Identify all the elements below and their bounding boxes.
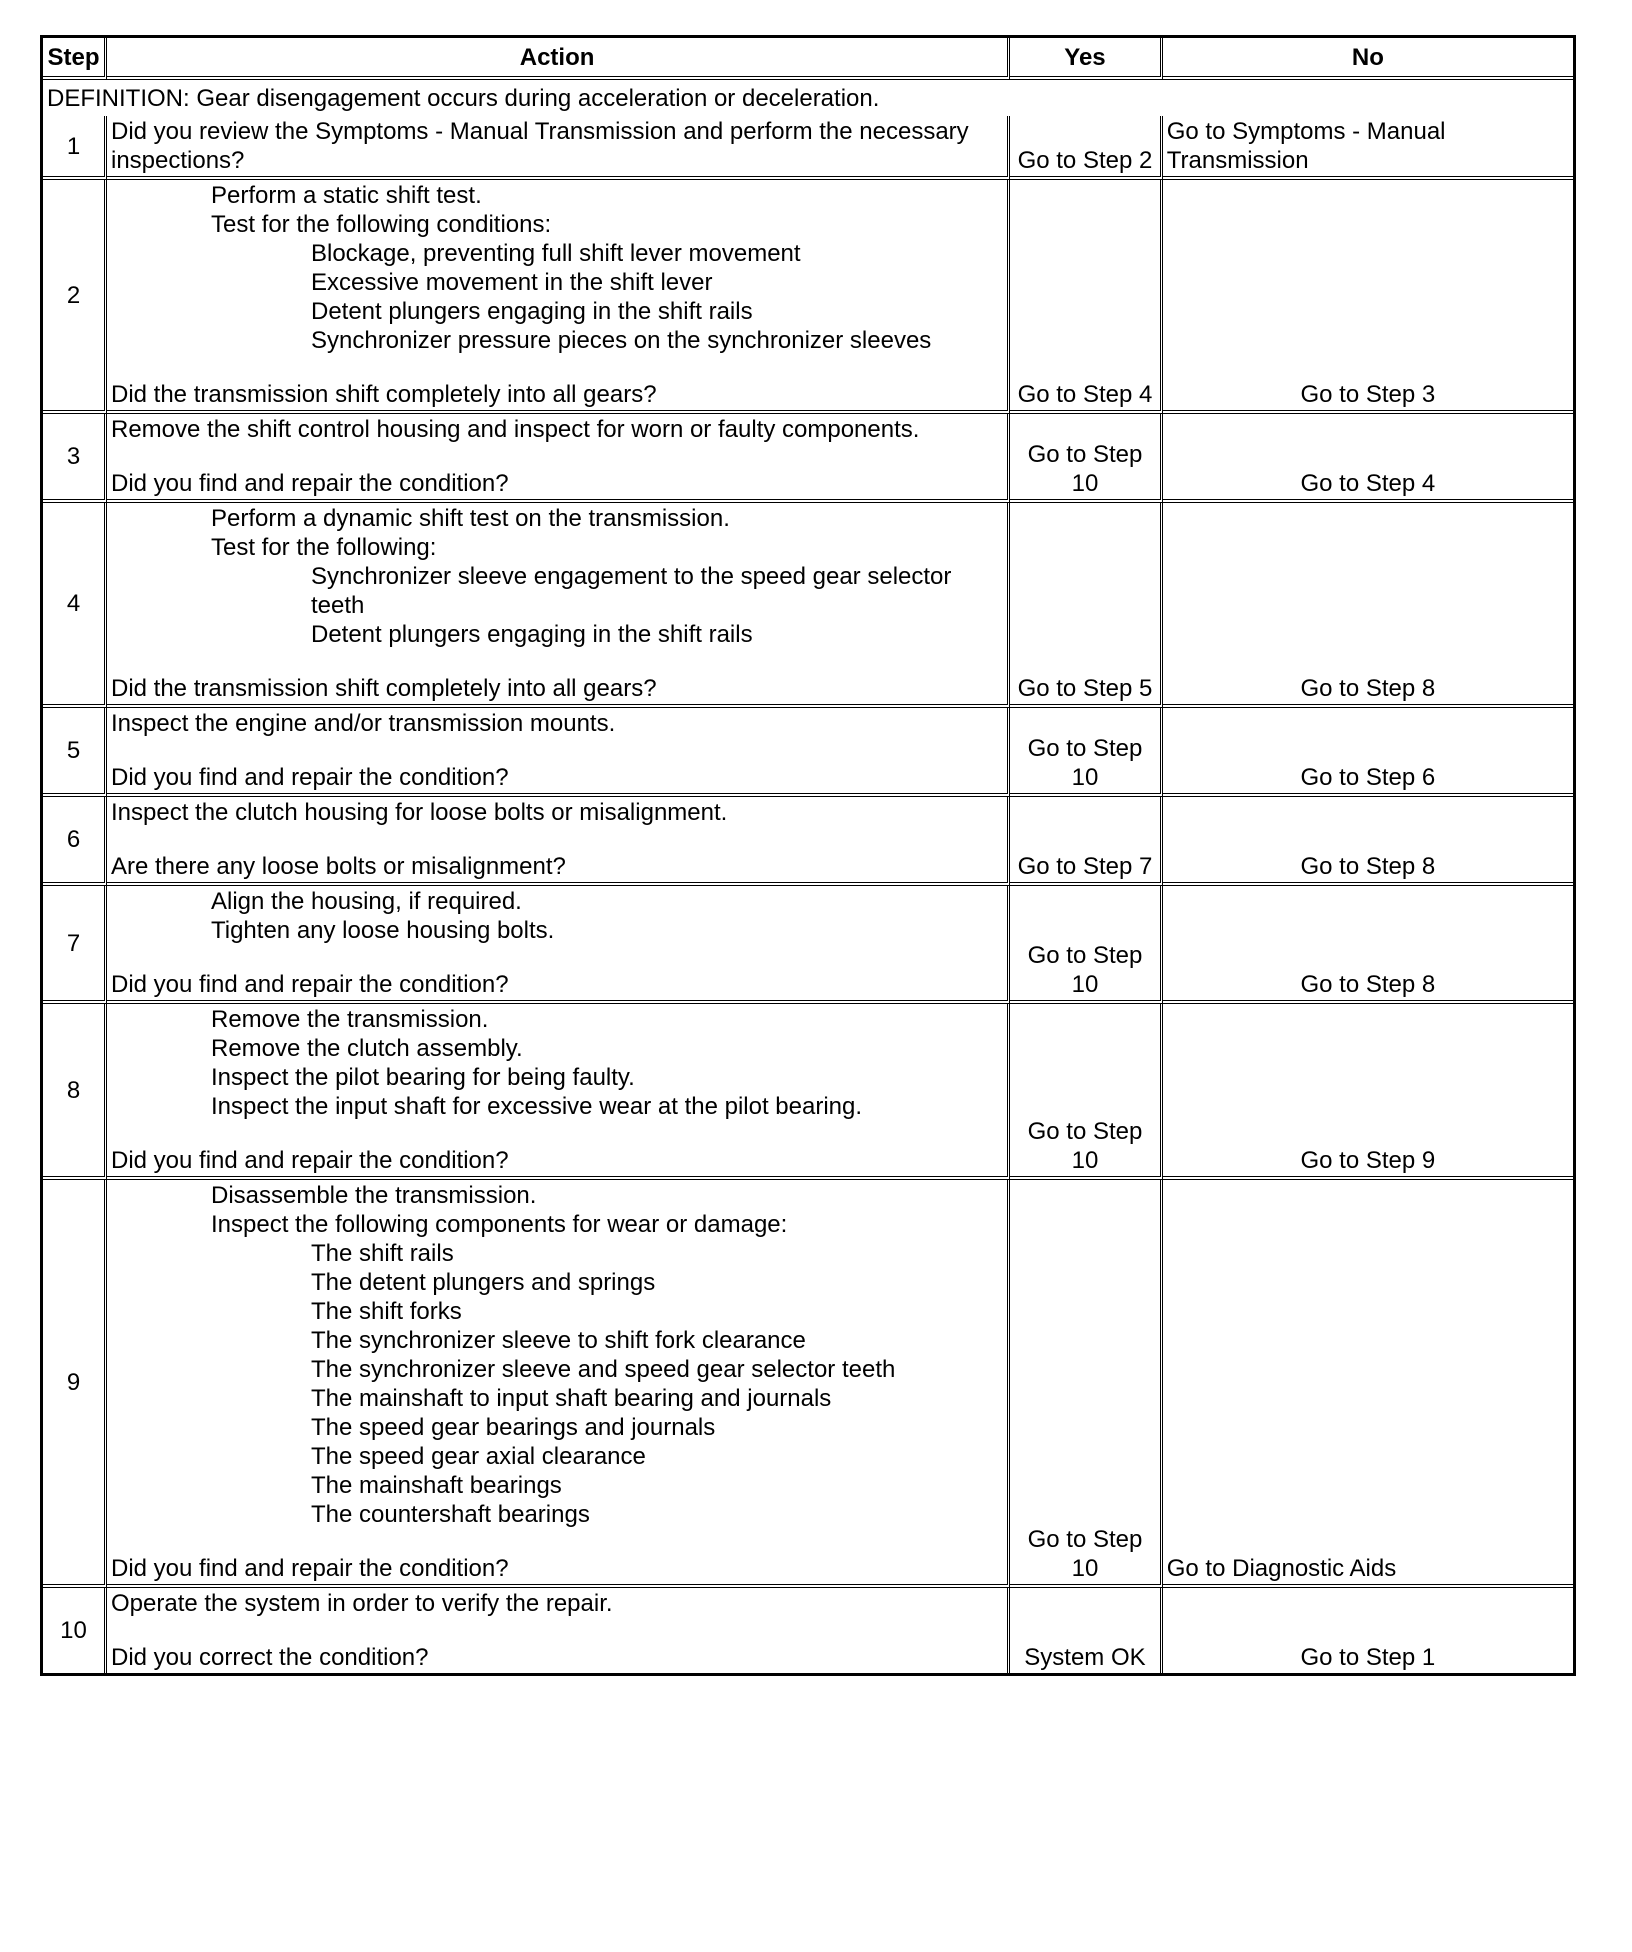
no-result: Go to Step 1 — [1300, 1644, 1436, 1671]
no-result: Go to Step 8 — [1163, 797, 1573, 886]
action-intro: Operate the system in order to verify the repair. — [110, 1590, 613, 1617]
yes-result: Go to Step 10 — [1010, 886, 1163, 1004]
action-instruction: Remove the clutch assembly. — [210, 1035, 523, 1062]
yes-result: Go to Step 7 — [1010, 797, 1163, 886]
table-row — [43, 503, 1573, 708]
header-no: No — [1163, 38, 1573, 80]
action-question: Did the transmission shift completely into all gears? — [110, 675, 657, 702]
step-number: 10 — [43, 1588, 107, 1673]
action-subitem: Excessive movement in the shift lever — [310, 269, 713, 296]
step-number: 2 — [43, 180, 107, 414]
action-subitem: Synchronizer sleeve engagement to the speed gear selector teeth — [310, 563, 952, 619]
action-instruction: Perform a dynamic shift test on the transmission. — [210, 505, 730, 532]
no-result: Go to Step 4 — [1163, 414, 1573, 503]
no-result: Go to Step 8 — [1163, 503, 1573, 708]
table-row — [43, 886, 1573, 1004]
action-subitem: The mainshaft to input shaft bearing and journals — [310, 1385, 832, 1412]
action-cell — [107, 708, 1010, 797]
action-cell — [107, 1180, 1010, 1588]
yes-result: Go to Step 10 — [1010, 1004, 1163, 1180]
action-cell — [107, 414, 1010, 503]
yes-result: Go to Step 4 — [1010, 180, 1163, 414]
action-instruction: Align the housing, if required. — [210, 888, 522, 915]
action-subitem: The mainshaft bearings — [310, 1472, 562, 1499]
header-action: Action — [107, 38, 1010, 80]
table-row — [43, 180, 1573, 414]
action-instruction: Remove the transmission. — [210, 1006, 489, 1033]
action-subitem: Detent plungers engaging in the shift rails — [310, 621, 753, 648]
no-result: Go to Step 3 — [1163, 180, 1573, 414]
action-question: Did you find and repair the condition? — [110, 470, 509, 497]
action-cell — [107, 886, 1010, 1004]
action-subitem: The speed gear axial clearance — [310, 1443, 646, 1470]
table-row — [43, 1588, 1573, 1673]
action-cell — [107, 797, 1010, 886]
step-number: 8 — [43, 1004, 107, 1180]
step-number: 5 — [43, 708, 107, 797]
action-question: Did you find and repair the condition? — [110, 971, 509, 998]
action-subitem: Blockage, preventing full shift lever movement — [310, 240, 801, 267]
no-result: Go to Diagnostic Aids — [1163, 1180, 1573, 1588]
action-question: Did you correct the condition? — [110, 1644, 429, 1671]
action-subitem: The synchronizer sleeve and speed gear selector teeth — [310, 1356, 896, 1383]
definition-text: DEFINITION: Gear disengagement occurs during acceleration or deceleration. — [47, 84, 880, 112]
action-instruction: Inspect the following components for wear or damage: — [210, 1211, 788, 1238]
action-instruction: Inspect the input shaft for excessive wear at the pilot bearing. — [210, 1093, 863, 1120]
no-result: Go to Step 8 — [1163, 886, 1573, 1004]
header-step: Step — [43, 38, 107, 80]
action-subitem: Synchronizer pressure pieces on the synchronizer sleeves — [310, 327, 932, 354]
action-subitem: The detent plungers and springs — [310, 1269, 656, 1296]
table-row — [43, 414, 1573, 503]
action-intro: Remove the shift control housing and inspect for worn or faulty components. — [110, 416, 920, 443]
action-question: Did you find and repair the condition? — [110, 1147, 509, 1174]
action-cell — [107, 503, 1010, 708]
step-number: 1 — [43, 116, 107, 180]
action-subitem: The countershaft bearings — [310, 1501, 590, 1528]
no-result: Go to Step 6 — [1163, 708, 1573, 797]
step-number: 3 — [43, 414, 107, 503]
diagnostic-table — [40, 35, 1576, 1676]
action-subitem: The speed gear bearings and journals — [310, 1414, 716, 1441]
header-row — [43, 38, 1573, 80]
action-subitem: The shift forks — [310, 1298, 462, 1325]
action-text: Did you review the Symptoms - Manual Transmission and perform the necessary inspections? — [110, 118, 969, 174]
action-question: Did the transmission shift completely into all gears? — [110, 381, 657, 408]
action-subitem: The synchronizer sleeve to shift fork clearance — [310, 1327, 806, 1354]
yes-result: Go to Step 2 — [1010, 116, 1163, 180]
step-number: 6 — [43, 797, 107, 886]
action-instruction: Test for the following conditions: — [210, 211, 552, 238]
step-number: 7 — [43, 886, 107, 1004]
action-instruction: Tighten any loose housing bolts. — [210, 917, 555, 944]
action-instruction: Disassemble the transmission. — [210, 1182, 537, 1209]
action-subitem: Detent plungers engaging in the shift rails — [310, 298, 753, 325]
step-number: 4 — [43, 503, 107, 708]
action-instruction: Inspect the pilot bearing for being faulty. — [210, 1064, 635, 1091]
yes-result: System OK — [1010, 1588, 1163, 1673]
table-row — [43, 708, 1573, 797]
action-cell — [107, 1588, 1010, 1673]
action-instruction: Perform a static shift test. — [210, 182, 482, 209]
yes-result: Go to Step 10 — [1010, 708, 1163, 797]
steps-body — [43, 116, 1573, 1673]
table-row — [43, 1004, 1573, 1180]
table-row — [43, 116, 1573, 180]
no-result: Go to Step 9 — [1163, 1004, 1573, 1180]
action-intro: Inspect the clutch housing for loose bolts or misalignment. — [110, 799, 728, 826]
action-subitem: The shift rails — [310, 1240, 454, 1267]
action-question: Did you find and repair the condition? — [110, 1555, 509, 1582]
action-cell — [107, 116, 1010, 180]
action-intro: Inspect the engine and/or transmission mounts. — [110, 710, 616, 737]
definition-row — [43, 80, 1573, 116]
yes-result: Go to Step 5 — [1010, 503, 1163, 708]
step-number: 9 — [43, 1180, 107, 1588]
table-row — [43, 797, 1573, 886]
header-yes: Yes — [1010, 38, 1163, 80]
action-instruction: Test for the following: — [210, 534, 437, 561]
no-result: Go to Symptoms - Manual Transmission — [1163, 116, 1573, 180]
action-question: Are there any loose bolts or misalignment? — [110, 853, 566, 880]
yes-result: Go to Step 10 — [1010, 1180, 1163, 1588]
yes-result: Go to Step 10 — [1010, 414, 1163, 503]
action-cell — [107, 180, 1010, 414]
action-cell — [107, 1004, 1010, 1180]
table-row — [43, 1180, 1573, 1588]
action-question: Did you find and repair the condition? — [110, 764, 509, 791]
